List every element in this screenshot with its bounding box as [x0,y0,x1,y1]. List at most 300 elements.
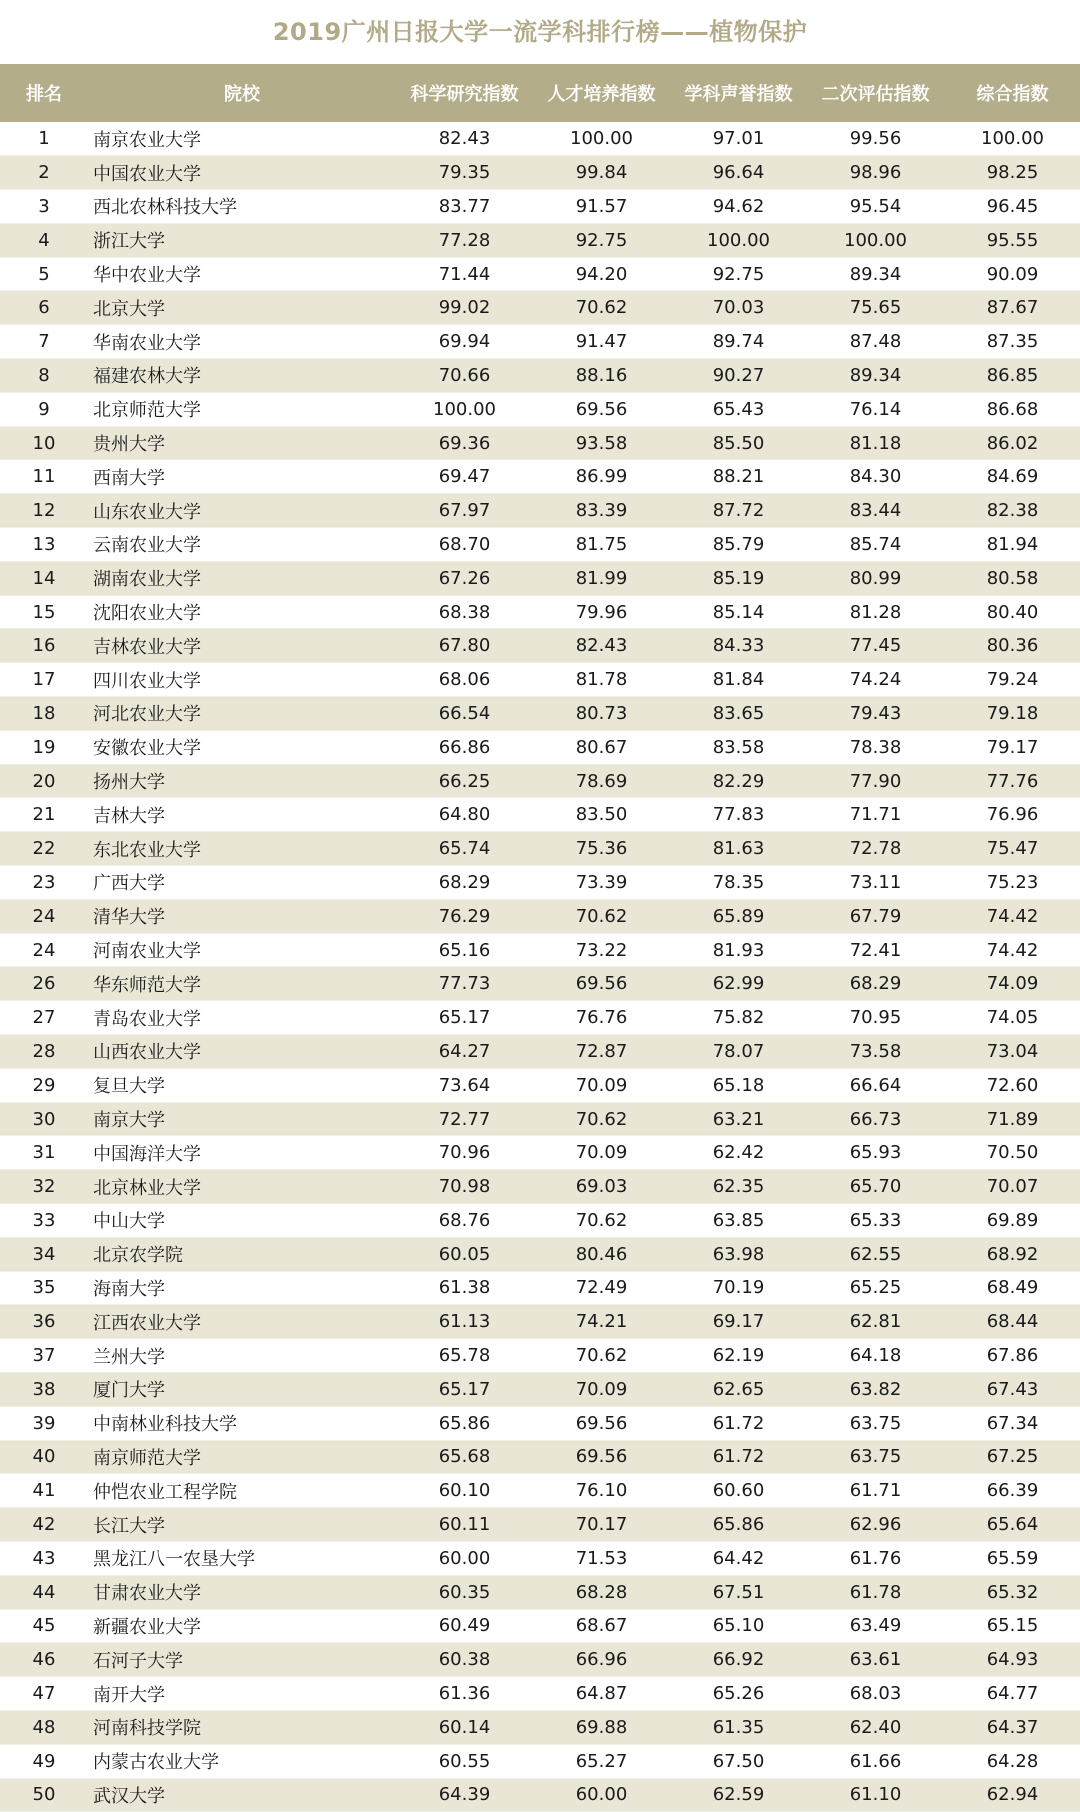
reputation-index-cell: 83.58 [670,730,807,764]
table-row [0,1204,1080,1238]
ranking-table [0,64,1080,1812]
research-index-cell: 60.55 [396,1744,533,1778]
secondary-index-cell: 61.71 [807,1474,944,1508]
talent-index-cell: 74.21 [533,1305,670,1339]
research-index-cell: 68.70 [396,528,533,562]
rank-cell: 40 [0,1440,88,1474]
rank-cell: 23 [0,866,88,900]
school-cell: 西南大学 [88,460,396,494]
rank-cell: 47 [0,1677,88,1711]
secondary-index-cell: 70.95 [807,1001,944,1035]
reputation-index-cell: 65.10 [670,1609,807,1643]
reputation-index-cell: 100.00 [670,223,807,257]
secondary-index-cell: 76.14 [807,392,944,426]
research-index-cell: 69.47 [396,460,533,494]
overall-index-cell: 75.23 [944,866,1080,900]
school-cell: 北京林业大学 [88,1170,396,1204]
reputation-index-cell: 90.27 [670,359,807,393]
reputation-index-cell: 85.14 [670,595,807,629]
school-cell: 南京农业大学 [88,122,396,156]
school-cell: 华东师范大学 [88,967,396,1001]
reputation-index-cell: 87.72 [670,494,807,528]
secondary-index-cell: 63.75 [807,1440,944,1474]
overall-index-cell: 74.05 [944,1001,1080,1035]
talent-index-cell: 73.39 [533,866,670,900]
school-cell: 河北农业大学 [88,697,396,731]
rank-cell: 26 [0,967,88,1001]
research-index-cell: 69.94 [396,325,533,359]
reputation-index-cell: 88.21 [670,460,807,494]
talent-index-cell: 76.76 [533,1001,670,1035]
table-row [0,933,1080,967]
reputation-index-cell: 65.86 [670,1508,807,1542]
rank-cell: 41 [0,1474,88,1508]
overall-index-cell: 65.32 [944,1575,1080,1609]
overall-index-cell: 80.40 [944,595,1080,629]
research-index-cell: 66.86 [396,730,533,764]
research-index-cell: 61.38 [396,1271,533,1305]
reputation-index-cell: 61.72 [670,1440,807,1474]
table-row [0,223,1080,257]
rank-cell: 11 [0,460,88,494]
school-cell: 甘肃农业大学 [88,1575,396,1609]
rank-cell: 42 [0,1508,88,1542]
talent-index-cell: 79.96 [533,595,670,629]
reputation-index-cell: 84.33 [670,629,807,663]
research-index-cell: 83.77 [396,190,533,224]
talent-index-cell: 70.09 [533,1068,670,1102]
talent-index-cell: 78.69 [533,764,670,798]
reputation-index-cell: 62.42 [670,1136,807,1170]
overall-index-cell: 72.60 [944,1068,1080,1102]
talent-index-cell: 69.88 [533,1710,670,1744]
research-index-cell: 68.29 [396,866,533,900]
table-row [0,1068,1080,1102]
table-row [0,460,1080,494]
secondary-index-cell: 89.34 [807,257,944,291]
secondary-index-cell: 62.40 [807,1710,944,1744]
rank-cell: 4 [0,223,88,257]
reputation-index-cell: 62.59 [670,1778,807,1812]
research-index-cell: 67.80 [396,629,533,663]
research-index-cell: 65.74 [396,832,533,866]
school-cell: 中国海洋大学 [88,1136,396,1170]
secondary-index-cell: 61.76 [807,1541,944,1575]
rank-cell: 30 [0,1102,88,1136]
rank-cell: 35 [0,1271,88,1305]
secondary-index-cell: 62.81 [807,1305,944,1339]
rank-cell: 16 [0,629,88,663]
reputation-index-cell: 64.42 [670,1541,807,1575]
reputation-index-cell: 65.43 [670,392,807,426]
school-cell: 南开大学 [88,1677,396,1711]
header-rank: 排名 [26,84,62,105]
school-cell: 青岛农业大学 [88,1001,396,1035]
talent-index-cell: 66.96 [533,1643,670,1677]
table-row [0,1136,1080,1170]
research-index-cell: 72.77 [396,1102,533,1136]
rank-cell: 3 [0,190,88,224]
research-index-cell: 60.11 [396,1508,533,1542]
secondary-index-cell: 80.99 [807,561,944,595]
talent-index-cell: 69.56 [533,392,670,426]
rank-cell: 37 [0,1339,88,1373]
talent-index-cell: 91.57 [533,190,670,224]
talent-index-cell: 69.56 [533,1440,670,1474]
secondary-index-cell: 61.10 [807,1778,944,1812]
table-row [0,663,1080,697]
secondary-index-cell: 81.18 [807,426,944,460]
rank-cell: 14 [0,561,88,595]
talent-index-cell: 65.27 [533,1744,670,1778]
rank-cell: 24 [0,899,88,933]
rank-cell: 10 [0,426,88,460]
reputation-index-cell: 78.07 [670,1035,807,1069]
talent-index-cell: 82.43 [533,629,670,663]
table-row [0,1102,1080,1136]
secondary-index-cell: 75.65 [807,291,944,325]
overall-index-cell: 74.09 [944,967,1080,1001]
research-index-cell: 60.49 [396,1609,533,1643]
school-cell: 仲恺农业工程学院 [88,1474,396,1508]
secondary-index-cell: 100.00 [807,223,944,257]
school-cell: 安徽农业大学 [88,730,396,764]
rank-cell: 18 [0,697,88,731]
research-index-cell: 65.86 [396,1406,533,1440]
rank-cell: 31 [0,1136,88,1170]
overall-index-cell: 69.89 [944,1204,1080,1238]
reputation-index-cell: 81.63 [670,832,807,866]
talent-index-cell: 76.10 [533,1474,670,1508]
table-row [0,1305,1080,1339]
school-cell: 河南科技学院 [88,1710,396,1744]
research-index-cell: 70.98 [396,1170,533,1204]
school-cell: 新疆农业大学 [88,1609,396,1643]
rank-cell: 34 [0,1237,88,1271]
overall-index-cell: 67.25 [944,1440,1080,1474]
school-cell: 广西大学 [88,866,396,900]
reputation-index-cell: 63.85 [670,1204,807,1238]
talent-index-cell: 80.46 [533,1237,670,1271]
secondary-index-cell: 66.73 [807,1102,944,1136]
reputation-index-cell: 96.64 [670,156,807,190]
talent-index-cell: 70.17 [533,1508,670,1542]
overall-index-cell: 86.68 [944,392,1080,426]
reputation-index-cell: 81.84 [670,663,807,697]
reputation-index-cell: 65.18 [670,1068,807,1102]
reputation-index-cell: 67.51 [670,1575,807,1609]
table-header-row [0,64,1080,122]
page-title: 2019广州日报大学一流学科排行榜——植物保护 [272,18,808,46]
school-cell: 石河子大学 [88,1643,396,1677]
rank-cell: 50 [0,1778,88,1812]
overall-index-cell: 76.96 [944,798,1080,832]
secondary-index-cell: 62.55 [807,1237,944,1271]
rank-cell: 29 [0,1068,88,1102]
reputation-index-cell: 70.03 [670,291,807,325]
overall-index-cell: 82.38 [944,494,1080,528]
table-row [0,1710,1080,1744]
rank-cell: 1 [0,122,88,156]
research-index-cell: 60.00 [396,1541,533,1575]
talent-index-cell: 80.67 [533,730,670,764]
overall-index-cell: 75.47 [944,832,1080,866]
overall-index-cell: 64.77 [944,1677,1080,1711]
research-index-cell: 60.14 [396,1710,533,1744]
overall-index-cell: 66.39 [944,1474,1080,1508]
table-row [0,122,1080,156]
research-index-cell: 65.16 [396,933,533,967]
reputation-index-cell: 75.82 [670,1001,807,1035]
research-index-cell: 64.39 [396,1778,533,1812]
rank-cell: 33 [0,1204,88,1238]
talent-index-cell: 70.09 [533,1136,670,1170]
rank-cell: 2 [0,156,88,190]
reputation-index-cell: 63.21 [670,1102,807,1136]
rank-cell: 15 [0,595,88,629]
talent-index-cell: 100.00 [533,122,670,156]
school-cell: 武汉大学 [88,1778,396,1812]
research-index-cell: 68.76 [396,1204,533,1238]
rank-cell: 22 [0,832,88,866]
reputation-index-cell: 69.17 [670,1305,807,1339]
rank-cell: 24 [0,933,88,967]
talent-index-cell: 68.67 [533,1609,670,1643]
overall-index-cell: 87.67 [944,291,1080,325]
talent-index-cell: 81.99 [533,561,670,595]
overall-index-cell: 65.64 [944,1508,1080,1542]
reputation-index-cell: 82.29 [670,764,807,798]
secondary-index-cell: 81.28 [807,595,944,629]
talent-index-cell: 70.62 [533,1204,670,1238]
rank-cell: 46 [0,1643,88,1677]
school-cell: 西北农林科技大学 [88,190,396,224]
table-row [0,866,1080,900]
overall-index-cell: 86.02 [944,426,1080,460]
table-row [0,730,1080,764]
table-row [0,1778,1080,1812]
secondary-index-cell: 65.70 [807,1170,944,1204]
table-row [0,561,1080,595]
table-row [0,1575,1080,1609]
talent-index-cell: 88.16 [533,359,670,393]
secondary-index-cell: 63.49 [807,1609,944,1643]
secondary-index-cell: 64.18 [807,1339,944,1373]
rank-cell: 28 [0,1035,88,1069]
talent-index-cell: 83.50 [533,798,670,832]
talent-index-cell: 60.00 [533,1778,670,1812]
secondary-index-cell: 78.38 [807,730,944,764]
school-cell: 北京农学院 [88,1237,396,1271]
header-secondary-index: 二次评估指数 [821,84,930,105]
secondary-index-cell: 63.75 [807,1406,944,1440]
school-cell: 内蒙古农业大学 [88,1744,396,1778]
school-cell: 长江大学 [88,1508,396,1542]
research-index-cell: 73.64 [396,1068,533,1102]
overall-index-cell: 64.37 [944,1710,1080,1744]
school-cell: 贵州大学 [88,426,396,460]
rank-cell: 7 [0,325,88,359]
talent-index-cell: 72.49 [533,1271,670,1305]
research-index-cell: 69.36 [396,426,533,460]
research-index-cell: 66.25 [396,764,533,798]
table-row [0,1035,1080,1069]
table-row [0,764,1080,798]
school-cell: 四川农业大学 [88,663,396,697]
secondary-index-cell: 67.79 [807,899,944,933]
school-cell: 华南农业大学 [88,325,396,359]
school-cell: 中南林业科技大学 [88,1406,396,1440]
talent-index-cell: 86.99 [533,460,670,494]
rank-cell: 5 [0,257,88,291]
secondary-index-cell: 62.96 [807,1508,944,1542]
school-cell: 山西农业大学 [88,1035,396,1069]
school-cell: 河南农业大学 [88,933,396,967]
rank-cell: 49 [0,1744,88,1778]
research-index-cell: 64.27 [396,1035,533,1069]
table-row [0,325,1080,359]
reputation-index-cell: 67.50 [670,1744,807,1778]
overall-index-cell: 100.00 [944,122,1080,156]
overall-index-cell: 70.07 [944,1170,1080,1204]
school-cell: 沈阳农业大学 [88,595,396,629]
table-row [0,1744,1080,1778]
rank-cell: 12 [0,494,88,528]
overall-index-cell: 86.85 [944,359,1080,393]
secondary-index-cell: 98.96 [807,156,944,190]
school-cell: 黑龙江八一农垦大学 [88,1541,396,1575]
secondary-index-cell: 74.24 [807,663,944,697]
table-row [0,1643,1080,1677]
rank-cell: 9 [0,392,88,426]
overall-index-cell: 80.58 [944,561,1080,595]
rank-cell: 48 [0,1710,88,1744]
rank-cell: 6 [0,291,88,325]
secondary-index-cell: 89.34 [807,359,944,393]
overall-index-cell: 67.34 [944,1406,1080,1440]
research-index-cell: 60.10 [396,1474,533,1508]
school-cell: 浙江大学 [88,223,396,257]
overall-index-cell: 98.25 [944,156,1080,190]
research-index-cell: 60.05 [396,1237,533,1271]
reputation-index-cell: 62.65 [670,1372,807,1406]
secondary-index-cell: 65.25 [807,1271,944,1305]
school-cell: 扬州大学 [88,764,396,798]
table-row [0,1677,1080,1711]
reputation-index-cell: 63.98 [670,1237,807,1271]
school-cell: 福建农林大学 [88,359,396,393]
table-row [0,1609,1080,1643]
reputation-index-cell: 77.83 [670,798,807,832]
research-index-cell: 60.35 [396,1575,533,1609]
research-index-cell: 79.35 [396,156,533,190]
secondary-index-cell: 77.45 [807,629,944,663]
table-row [0,1170,1080,1204]
table-row [0,190,1080,224]
reputation-index-cell: 61.72 [670,1406,807,1440]
header-school: 院校 [224,84,260,105]
research-index-cell: 68.06 [396,663,533,697]
talent-index-cell: 81.78 [533,663,670,697]
table-row [0,798,1080,832]
table-row [0,1271,1080,1305]
school-cell: 海南大学 [88,1271,396,1305]
reputation-index-cell: 62.35 [670,1170,807,1204]
table-row [0,426,1080,460]
research-index-cell: 68.38 [396,595,533,629]
research-index-cell: 65.68 [396,1440,533,1474]
research-index-cell: 60.38 [396,1643,533,1677]
table-row [0,697,1080,731]
rank-cell: 32 [0,1170,88,1204]
school-cell: 南京师范大学 [88,1440,396,1474]
secondary-index-cell: 66.64 [807,1068,944,1102]
overall-index-cell: 67.43 [944,1372,1080,1406]
talent-index-cell: 69.56 [533,1406,670,1440]
overall-index-cell: 95.55 [944,223,1080,257]
overall-index-cell: 73.04 [944,1035,1080,1069]
talent-index-cell: 75.36 [533,832,670,866]
talent-index-cell: 70.09 [533,1372,670,1406]
school-cell: 兰州大学 [88,1339,396,1373]
table-row [0,1339,1080,1373]
table-row [0,967,1080,1001]
header-research-index: 科学研究指数 [410,84,519,105]
rank-cell: 39 [0,1406,88,1440]
table-row [0,494,1080,528]
research-index-cell: 65.17 [396,1372,533,1406]
secondary-index-cell: 95.54 [807,190,944,224]
school-cell: 南京大学 [88,1102,396,1136]
rank-cell: 44 [0,1575,88,1609]
research-index-cell: 64.80 [396,798,533,832]
rank-cell: 36 [0,1305,88,1339]
rank-cell: 20 [0,764,88,798]
talent-index-cell: 91.47 [533,325,670,359]
talent-index-cell: 69.56 [533,967,670,1001]
research-index-cell: 70.96 [396,1136,533,1170]
research-index-cell: 65.17 [396,1001,533,1035]
rank-cell: 27 [0,1001,88,1035]
secondary-index-cell: 65.93 [807,1136,944,1170]
research-index-cell: 70.66 [396,359,533,393]
secondary-index-cell: 79.43 [807,697,944,731]
secondary-index-cell: 83.44 [807,494,944,528]
research-index-cell: 99.02 [396,291,533,325]
table-row [0,629,1080,663]
reputation-index-cell: 85.79 [670,528,807,562]
school-cell: 江西农业大学 [88,1305,396,1339]
overall-index-cell: 65.15 [944,1609,1080,1643]
table-row [0,392,1080,426]
overall-index-cell: 81.94 [944,528,1080,562]
research-index-cell: 77.73 [396,967,533,1001]
secondary-index-cell: 61.66 [807,1744,944,1778]
school-cell: 北京师范大学 [88,392,396,426]
header-reputation-index: 学科声誉指数 [684,84,793,105]
secondary-index-cell: 77.90 [807,764,944,798]
talent-index-cell: 73.22 [533,933,670,967]
table-row [0,291,1080,325]
school-cell: 北京大学 [88,291,396,325]
table-row [0,899,1080,933]
table-row [0,359,1080,393]
overall-index-cell: 65.59 [944,1541,1080,1575]
reputation-index-cell: 89.74 [670,325,807,359]
table-row [0,1541,1080,1575]
school-cell: 吉林大学 [88,798,396,832]
reputation-index-cell: 94.62 [670,190,807,224]
